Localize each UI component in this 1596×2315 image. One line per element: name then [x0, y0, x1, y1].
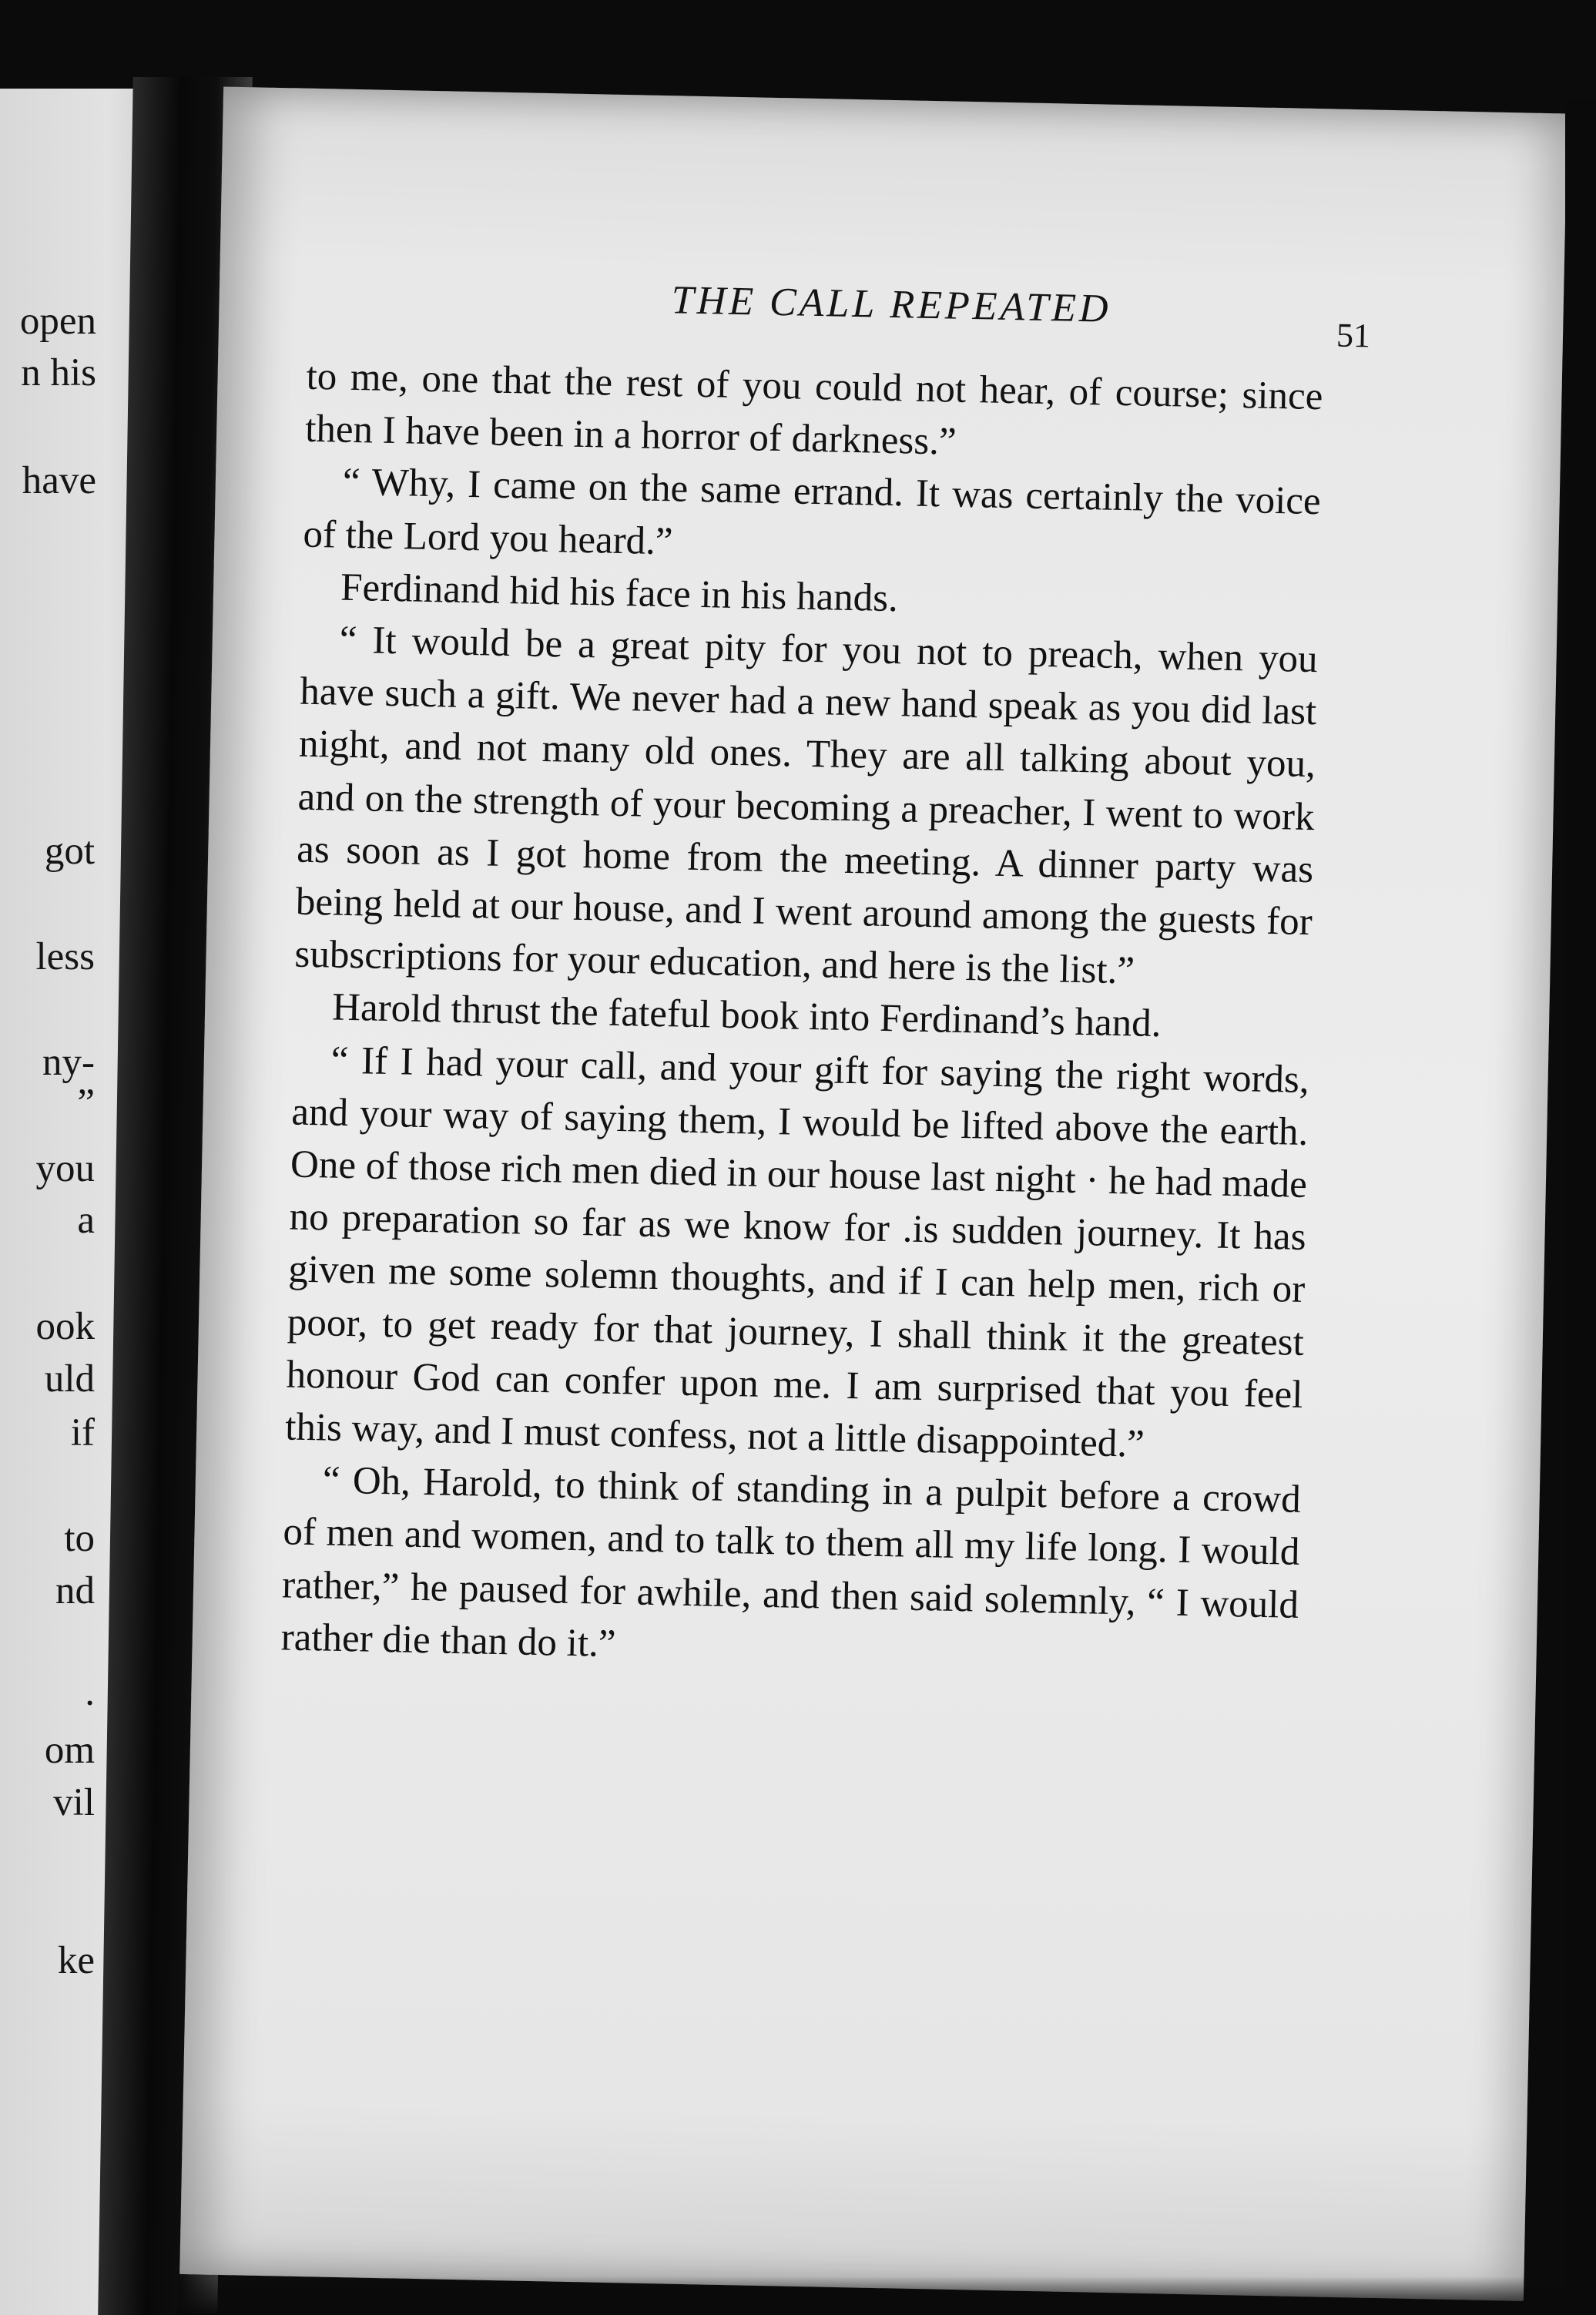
left-page-fragment: uld — [44, 1357, 95, 1401]
paragraph: “ Oh, Harold, to think of standing in a pulpit before a crowd of men and women, and to talk to them all my life long. I would rather,” he paused for awhile, and then said solemnly, “ I would rather die than do it.” — [280, 1458, 1302, 1666]
left-page-fragment: have — [22, 459, 96, 502]
left-page-fragment: vil — [53, 1781, 95, 1824]
left-page-fragment: ook — [35, 1305, 95, 1348]
left-page-fragment: a — [77, 1199, 95, 1242]
body-text — [280, 351, 1323, 1684]
left-page-fragment: . — [85, 1671, 95, 1714]
left-page-fragment: got — [44, 830, 95, 873]
left-page-fragment: open — [19, 300, 96, 343]
scan-right-border — [1565, 100, 1596, 2315]
left-page-fragment: if — [70, 1411, 95, 1454]
paragraph: “ It would be a great pity for you not to preach, when you have such a gift. We never had a new hand speak as you did last night, and not many old ones. They are all talking about you, and on the strength of your becoming a preacher, I went to work as soon as I got home from the meeting. A dinner party was being held at our house, and I went around among the guests for subscriptions for your education, and here is the list.” — [294, 618, 1319, 993]
left-page-fragment: nd — [55, 1569, 95, 1612]
left-page-fragment: om — [44, 1729, 95, 1772]
running-head: THE CALL REPEATED — [671, 278, 1112, 331]
paragraph: “ If I had your call, and your gift for saying the right words, and your way of saying them, I would be lifted above the earth. One of those rich men died in our house last night · he had made no preparation so far as we know for .is sudden journey. It has given me some solemn thoughts, and if I can help men, rich or poor, to get ready for that journey, I shall think it the greatest honour God can confer upon me. I am surprised that you feel this way, and I must confess, not a little disappointed.” — [284, 1038, 1310, 1466]
paragraph: Ferdinand hid his face in his hands. — [340, 565, 899, 621]
paragraph: “ Why, I came on the same errand. It was certainly the voice of the Lord you heard.” — [302, 461, 1322, 563]
left-page-fragment: n his — [21, 351, 96, 394]
left-page-fragment: to — [64, 1517, 95, 1560]
left-page-fragment: ke — [57, 1939, 95, 1982]
left-page-fragment: ny- — [42, 1041, 95, 1084]
page-number: 51 — [1336, 316, 1371, 355]
left-page-fragment: you — [35, 1147, 95, 1190]
scan-bottom-border — [177, 2276, 1596, 2315]
left-page-fragment: less — [35, 935, 95, 978]
right-page — [179, 86, 1568, 2300]
paragraph: to me, one that the rest of you could not hear, of course; since then I have been in a horror of darkness.” — [304, 354, 1323, 464]
paragraph: Harold thrust the fateful book into Ferdinand’s hand. — [331, 986, 1162, 1046]
left-page-fragment: ” — [77, 1082, 95, 1125]
